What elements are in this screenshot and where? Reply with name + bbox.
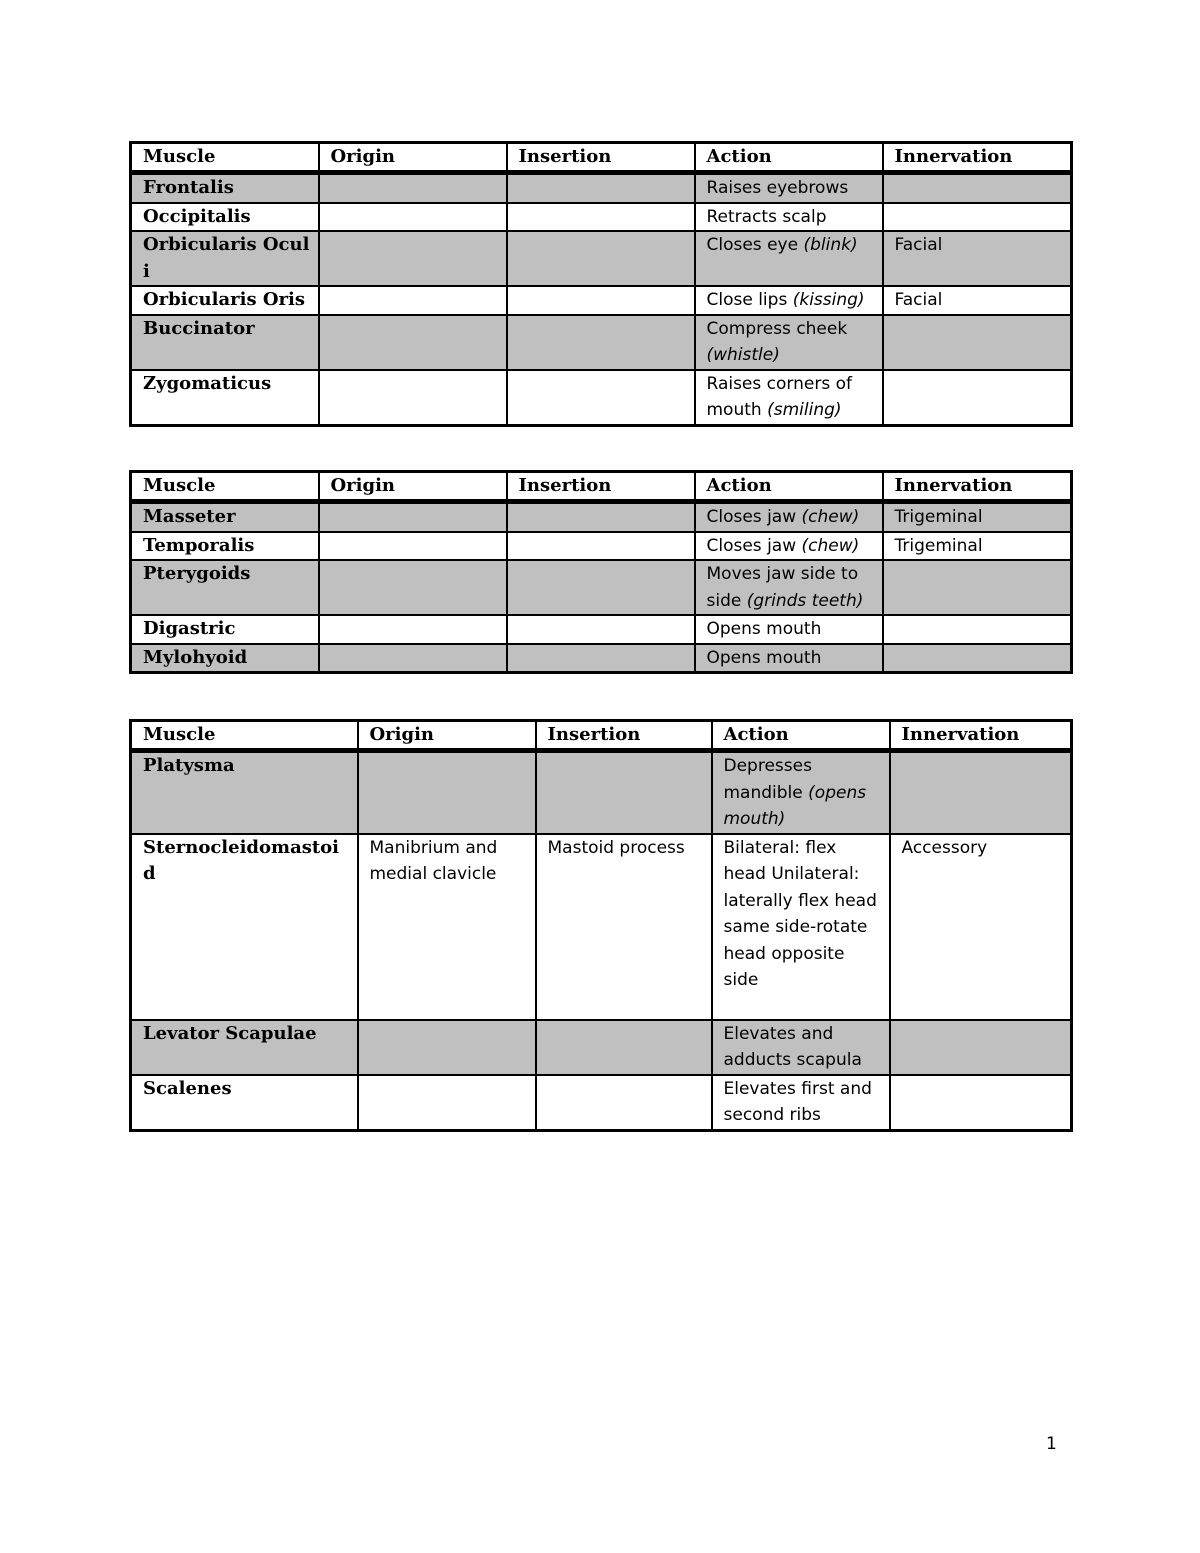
action-cell xyxy=(695,286,883,315)
action-text: Elevates and adducts scapula xyxy=(723,1023,862,1070)
muscle-cell: Platysma xyxy=(131,751,358,834)
insertion-cell xyxy=(507,286,695,315)
insertion-cell xyxy=(507,502,695,532)
origin-cell xyxy=(319,560,507,615)
action-text: Closes jaw xyxy=(706,507,802,527)
action-text: Bilateral: flex head Unilateral: laterally flex head same side-rotate head opposite side xyxy=(723,837,877,990)
muscle-cell: Pterygoids xyxy=(131,560,319,615)
innervation-cell: Facial xyxy=(883,231,1072,286)
insertion-cell xyxy=(507,315,695,370)
table-header-row xyxy=(131,721,1072,751)
insertion-cell xyxy=(507,370,695,426)
origin-cell xyxy=(319,286,507,315)
insertion-cell xyxy=(507,615,695,644)
origin-cell xyxy=(319,502,507,532)
action-text: Closes jaw xyxy=(706,535,802,556)
origin-cell xyxy=(319,644,507,673)
muscle-table-neck xyxy=(129,719,1073,1132)
header-muscle: Muscle xyxy=(131,721,358,751)
action-note: (blink) xyxy=(803,235,858,255)
header-insertion: Insertion xyxy=(507,143,695,173)
origin-cell xyxy=(358,1075,536,1131)
header-action: Action xyxy=(695,143,883,173)
header-action: Action xyxy=(695,472,883,502)
origin-cell xyxy=(319,370,507,426)
innervation-cell xyxy=(883,203,1072,232)
muscle-cell: Temporalis xyxy=(131,532,319,561)
action-note: (chew) xyxy=(801,535,860,556)
header-innervation: Innervation xyxy=(883,472,1072,502)
table-row xyxy=(131,1020,1072,1075)
table-row xyxy=(131,560,1072,615)
innervation-cell: Trigeminal xyxy=(883,502,1072,532)
muscle-cell: Sternocleidomastoid xyxy=(131,834,358,1020)
table-row xyxy=(131,231,1072,286)
action-cell xyxy=(695,173,883,203)
action-cell xyxy=(712,834,890,1020)
muscle-cell: Zygomaticus xyxy=(131,370,319,426)
muscle-cell: Buccinator xyxy=(131,315,319,370)
table-row xyxy=(131,1075,1072,1131)
action-cell xyxy=(712,1020,890,1075)
insertion-cell xyxy=(536,1075,712,1131)
header-innervation: Innervation xyxy=(890,721,1072,751)
header-origin: Origin xyxy=(319,472,507,502)
header-action: Action xyxy=(712,721,890,751)
insertion-cell xyxy=(507,231,695,286)
insertion-cell xyxy=(536,751,712,834)
muscle-cell: Mylohyoid xyxy=(131,644,319,673)
muscle-cell: Frontalis xyxy=(131,173,319,203)
table-header-row xyxy=(131,472,1072,502)
insertion-cell xyxy=(507,532,695,561)
page-number: 1 xyxy=(1046,1434,1057,1454)
innervation-cell xyxy=(890,1020,1072,1075)
innervation-cell xyxy=(883,370,1072,426)
action-cell xyxy=(695,502,883,532)
insertion-cell xyxy=(536,1020,712,1075)
table-row xyxy=(131,286,1072,315)
header-insertion: Insertion xyxy=(536,721,712,751)
muscle-cell: Orbicularis Oris xyxy=(131,286,319,315)
header-origin: Origin xyxy=(358,721,536,751)
innervation-cell xyxy=(883,315,1072,370)
innervation-cell: Facial xyxy=(883,286,1072,315)
header-insertion: Insertion xyxy=(507,472,695,502)
muscle-cell: Masseter xyxy=(131,502,319,532)
header-innervation: Innervation xyxy=(883,143,1072,173)
action-cell xyxy=(695,203,883,232)
muscle-table-jaw xyxy=(129,470,1073,674)
action-note: (smiling) xyxy=(767,400,842,420)
action-cell xyxy=(695,231,883,286)
table-row xyxy=(131,173,1072,203)
origin-cell: Manibrium and medial clavicle xyxy=(358,834,536,1020)
table-row xyxy=(131,532,1072,561)
muscle-cell: Digastric xyxy=(131,615,319,644)
origin-cell xyxy=(358,751,536,834)
header-muscle: Muscle xyxy=(131,472,319,502)
origin-cell xyxy=(319,532,507,561)
action-text: Closes eye xyxy=(706,235,804,255)
origin-cell xyxy=(319,615,507,644)
action-cell xyxy=(695,615,883,644)
action-cell xyxy=(695,644,883,673)
innervation-cell xyxy=(883,644,1072,673)
origin-cell xyxy=(319,231,507,286)
action-text: Raises corners of mouth xyxy=(706,373,852,420)
innervation-cell xyxy=(890,751,1072,834)
action-text: Moves jaw side to side xyxy=(706,564,859,611)
table-row xyxy=(131,644,1072,673)
muscle-cell: Levator Scapulae xyxy=(131,1020,358,1075)
table-row xyxy=(131,203,1072,232)
action-note: (chew) xyxy=(801,507,860,527)
action-text: Depresses mandible xyxy=(723,756,812,803)
table-row xyxy=(131,502,1072,532)
action-cell xyxy=(712,1075,890,1131)
action-cell xyxy=(695,315,883,370)
innervation-cell xyxy=(883,615,1072,644)
action-text: Retracts scalp xyxy=(706,206,827,227)
table-header-row xyxy=(131,143,1072,173)
action-cell xyxy=(695,370,883,426)
origin-cell xyxy=(319,173,507,203)
header-muscle: Muscle xyxy=(131,143,319,173)
action-cell xyxy=(712,751,890,834)
innervation-cell xyxy=(883,560,1072,615)
action-text: Opens mouth xyxy=(706,647,822,668)
action-text: Raises eyebrows xyxy=(706,178,849,198)
action-note: (grinds teeth) xyxy=(746,590,864,611)
action-cell xyxy=(695,560,883,615)
insertion-cell xyxy=(507,644,695,673)
insertion-cell xyxy=(507,203,695,232)
innervation-cell: Accessory xyxy=(890,834,1072,1020)
table-row xyxy=(131,370,1072,426)
table-row xyxy=(131,834,1072,1020)
origin-cell xyxy=(358,1020,536,1075)
action-text: Opens mouth xyxy=(706,619,822,639)
muscle-table-face xyxy=(129,141,1073,427)
table-row xyxy=(131,615,1072,644)
action-text: Compress cheek xyxy=(706,318,848,339)
muscle-cell: Occipitalis xyxy=(131,203,319,232)
muscle-cell: Orbicularis Oculi xyxy=(131,231,319,286)
origin-cell xyxy=(319,203,507,232)
muscle-cell: Scalenes xyxy=(131,1075,358,1131)
action-cell xyxy=(695,532,883,561)
action-note: (kissing) xyxy=(792,290,865,310)
innervation-cell: Trigeminal xyxy=(883,532,1072,561)
insertion-cell xyxy=(507,173,695,203)
action-text: Elevates first and second ribs xyxy=(723,1078,872,1125)
action-text: Close lips xyxy=(706,290,793,310)
action-note: (whistle) xyxy=(706,345,780,365)
insertion-cell: Mastoid process xyxy=(536,834,712,1020)
insertion-cell xyxy=(507,560,695,615)
table-row xyxy=(131,751,1072,834)
innervation-cell xyxy=(883,173,1072,203)
origin-cell xyxy=(319,315,507,370)
innervation-cell xyxy=(890,1075,1072,1131)
action-note: (opens mouth) xyxy=(723,782,867,829)
header-origin: Origin xyxy=(319,143,507,173)
table-row xyxy=(131,315,1072,370)
